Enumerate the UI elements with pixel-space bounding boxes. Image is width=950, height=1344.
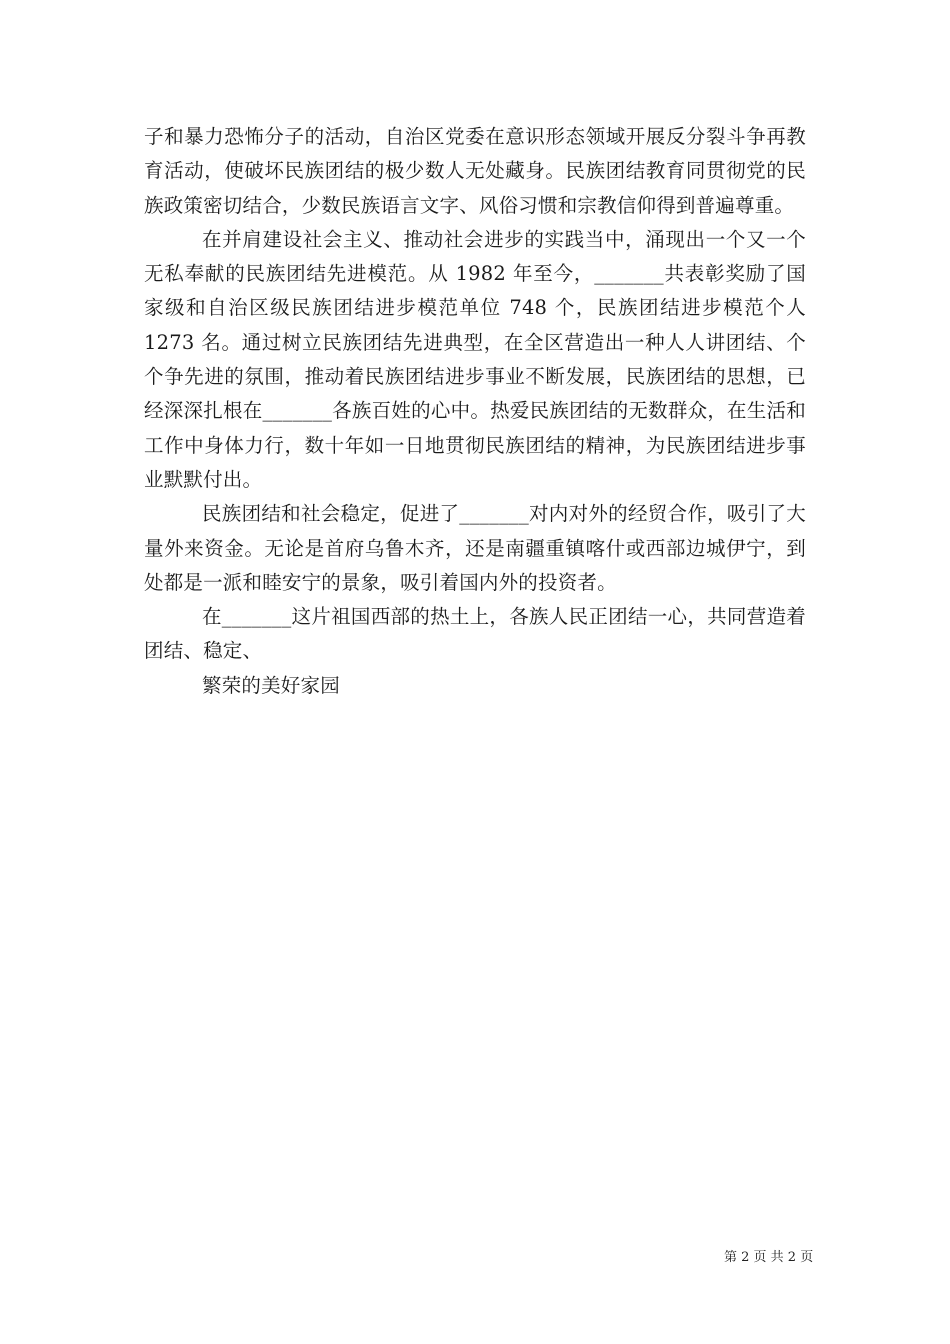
document-body [144, 120, 806, 703]
paragraph-3: 民族团结和社会稳定，促进了_______对内对外的经贸合作，吸引了大量外来资金。无论是首府乌鲁木齐，还是南疆重镇喀什或西部边城伊宁，到处都是一派和睦安宁的景象，吸引着国内外的投资者。 [144, 502, 806, 594]
paragraph-1: 子和暴力恐怖分子的活动，自治区党委在意识形态领域开展反分裂斗争再教育活动，使破坏民族团结的极少数人无处藏身。民族团结教育同贯彻党的民族政策密切结合，少数民族语言文字、风俗习惯和宗教信仰得到普遍尊重。 [144, 125, 806, 217]
page-number: 第 2 页 共 2 页 [724, 1250, 814, 1265]
paragraph-4: 在_______这片祖国西部的热土上，各族人民正团结一心，共同营造着团结、稳定、 [144, 605, 806, 663]
paragraph-2: 在并肩建设社会主义、推动社会进步的实践当中，涌现出一个又一个无私奉献的民族团结先进模范。从 1982 年至今，_______共表彰奖励了国家级和自治区级民族团结进步模范单位 748 个，民族团结进步模范个人 1273 名。通过树立民族团结先进典型，在全区营造出一种人人讲团结、个个争先进的氛围，推动着民族团结进步事业不断发展，民族团结的思想，已经深深扎根在_______各族百姓的心中。热爱民族团结的无数群众，在生活和工作中身体力行，数十年如一日地贯彻民族团结的精神，为民族团结进步事业默默付出。 [144, 227, 806, 491]
paragraph-5: 繁荣的美好家园 [202, 673, 340, 697]
